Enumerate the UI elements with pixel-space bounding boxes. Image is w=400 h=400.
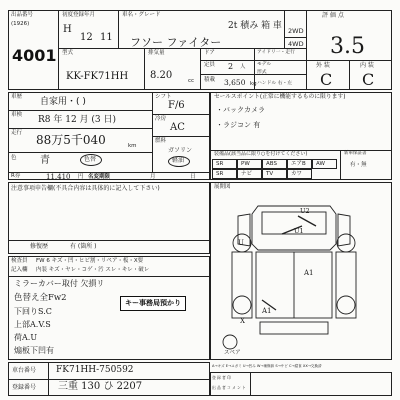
- usage-label: 車歴: [11, 94, 23, 100]
- signature-frame: [210, 372, 392, 396]
- equipment-label: AW: [316, 161, 325, 167]
- inspector-note-4: 上部A.V.S: [14, 320, 51, 329]
- chassis-value: FK71HH-750592: [56, 365, 134, 375]
- ac-label: 冷房: [155, 116, 167, 122]
- equipment-cell[interactable]: [237, 169, 262, 179]
- wheel-rear-left: [233, 296, 251, 314]
- diagram-label-u1: U1: [294, 227, 304, 235]
- cc-label: 排気量: [148, 50, 165, 56]
- recycle-value: 11,410: [46, 173, 71, 181]
- exterior-items: FW 6 キズ・凹・ヒビ割・リペア・板・X要: [36, 258, 144, 264]
- diagram-label-u2: U2: [300, 207, 310, 215]
- model-small: モデル: [257, 62, 272, 67]
- transfer-month: 月: [150, 174, 156, 180]
- divider: [8, 379, 210, 380]
- drive-4wd[interactable]: 4WD: [288, 40, 304, 48]
- chassis-label: 車台番号: [12, 367, 37, 374]
- inspector-note-6: 煽板下凹有: [14, 346, 54, 355]
- equipment-cell[interactable]: [212, 159, 237, 169]
- seat-label: 定員: [204, 62, 216, 68]
- color-value: 青: [40, 155, 50, 166]
- fuel-value: ガソリン: [168, 147, 193, 154]
- inspect-label: 車検: [11, 112, 23, 118]
- equipment-cell[interactable]: [287, 169, 312, 179]
- recycle-unit: 円: [78, 174, 84, 180]
- key-office-stamp: キー事務局預かり: [120, 296, 186, 311]
- car-name: フソー ファイター: [130, 36, 222, 49]
- plate-label: 登録番号: [12, 384, 37, 391]
- equipment-cell[interactable]: [262, 169, 287, 179]
- cc-value: 8.20: [150, 70, 173, 81]
- shift-label: シフト: [155, 94, 172, 100]
- equipment-label: SR: [216, 171, 224, 177]
- spare-tire: [223, 335, 237, 349]
- equipment-cell[interactable]: [212, 169, 237, 179]
- equipment-label: エアB: [291, 161, 306, 167]
- right-door: [338, 214, 350, 246]
- left-side-panel: [232, 252, 252, 318]
- divider: [48, 362, 49, 396]
- sellpoint-item-2: ・ラジコン 有: [216, 121, 261, 129]
- equipment-label: ナビ: [241, 171, 253, 177]
- sellpoint-title: セールスポイント(正常に機能するものに限ります): [214, 94, 346, 100]
- wheel-rear-right: [337, 296, 355, 314]
- odo-label: 走行: [11, 130, 23, 136]
- diagram-label-a1-left: A1: [262, 307, 272, 315]
- equipment-cell[interactable]: [287, 159, 312, 169]
- cc-unit: cc: [188, 78, 195, 84]
- color-change: 色替: [84, 156, 97, 163]
- int-score: C: [362, 70, 375, 89]
- equipment-cell[interactable]: [312, 159, 337, 169]
- shift-value: F/6: [168, 100, 185, 111]
- inspect-value: R8 年 12 月 (3 日): [38, 115, 117, 125]
- form-label: 形式: [257, 70, 267, 75]
- grade: 2t 積み 箱 車: [228, 21, 282, 31]
- rear-gate: [260, 322, 328, 334]
- seat-unit: 人: [240, 64, 246, 70]
- inspector-note-1: ミラーカバー取付 欠損リ: [14, 279, 105, 288]
- equipment-title: 装備品(該当品に限り○を付けてください): [214, 151, 308, 157]
- score-value: 3.5: [330, 34, 365, 59]
- odo-unit: km: [128, 143, 137, 149]
- ac-value: AC: [170, 122, 185, 133]
- transfer-day: 日: [190, 174, 196, 180]
- recycle-label: R券: [11, 173, 21, 179]
- equipment-cell[interactable]: [262, 159, 287, 169]
- odo-value: 88万5千040: [36, 133, 106, 147]
- lot-label: 出品番号: [11, 12, 34, 18]
- inspector-label-2: 記入欄: [11, 267, 28, 273]
- sellpoint-item-1: ・バックカメラ: [216, 106, 265, 114]
- idle-label: アイドリ一・走行: [257, 50, 295, 55]
- diagram-label-a1-right: A1: [304, 269, 314, 277]
- repair-value: 有 (箇所 ): [70, 243, 97, 250]
- usage-value: 自家用・( ): [40, 97, 86, 107]
- reg-era: H: [63, 24, 72, 35]
- diagram-legend: A→キズ E→ユガミ U→凹み W→補修跡 S→サビ C→腐食 XX→交換済: [212, 364, 322, 368]
- transfer-label: 名変期限: [88, 174, 111, 180]
- right-side-panel: [336, 252, 356, 318]
- warranty-label: 新車保証書: [344, 151, 367, 156]
- interior-items: 内装 キズ・ヤレ・コゲ・汚 スレ・キレ・破レ: [36, 267, 150, 273]
- divider: [250, 372, 251, 396]
- drive-2wd[interactable]: 2WD: [288, 27, 304, 35]
- load-unit: kg: [250, 81, 257, 87]
- fuel-choice: 軽油: [172, 157, 185, 164]
- reg-year: 12: [80, 32, 93, 43]
- lot-sub: (1926): [11, 21, 30, 27]
- lot-number: 4001: [12, 46, 57, 65]
- equipment-label: TV: [266, 171, 274, 177]
- reg-label: 初度登録年月: [62, 12, 96, 18]
- bottom-label-2: 出 品 者 コ メ ン ト: [212, 385, 246, 390]
- inspector-label-1: 検査員: [11, 258, 28, 264]
- fuel-label: 燃料: [155, 138, 167, 144]
- color-label: 色: [11, 155, 17, 161]
- equipment-cell[interactable]: [237, 159, 262, 169]
- wheel-front-right: [337, 234, 355, 252]
- door-label: ドア: [204, 50, 215, 56]
- inspector-note-5: 荷A.U: [14, 333, 38, 342]
- diagram-title: 展開図: [214, 184, 231, 190]
- diagram-label-spare: スペア: [224, 350, 241, 356]
- diagram-label-x: X: [240, 317, 245, 325]
- type-value: KK-FK71HH: [66, 71, 129, 82]
- inspector-note-2: 色替え全Fw2: [14, 293, 67, 303]
- mark-line: [298, 216, 316, 226]
- equipment-label: SR: [216, 161, 224, 167]
- int-label: 内 装: [360, 62, 374, 69]
- bottom-label-1: 登 録 者 印: [212, 375, 231, 380]
- plate-value: 三重 130 ひ 2207: [58, 381, 143, 392]
- steering[interactable]: ハンドル 右・左: [257, 81, 293, 86]
- score-label: 評 価 点: [322, 12, 344, 19]
- warranty-value: 有・無: [350, 162, 367, 168]
- inspector-note-3: 下回りS.C: [14, 307, 52, 316]
- seat-value: 2: [228, 62, 234, 71]
- load-value: 3,650: [224, 78, 246, 87]
- load-label: 積載: [204, 77, 216, 83]
- repair-label: 修復歴: [30, 243, 49, 250]
- ext-score: C: [320, 70, 333, 89]
- type-label: 型式: [62, 50, 74, 56]
- equipment-label: PW: [241, 161, 250, 167]
- reg-month: 11: [100, 32, 113, 43]
- equipment-label: カワ: [291, 171, 303, 177]
- notes-title: 注意事項申告欄(不具合内容は具体的に記入して下さい): [11, 185, 160, 192]
- diagram-label-u: U: [238, 239, 244, 247]
- equipment-label: ABS: [266, 161, 277, 167]
- model-label: 車名・グレード: [122, 12, 161, 18]
- ext-label: 外 装: [316, 62, 330, 69]
